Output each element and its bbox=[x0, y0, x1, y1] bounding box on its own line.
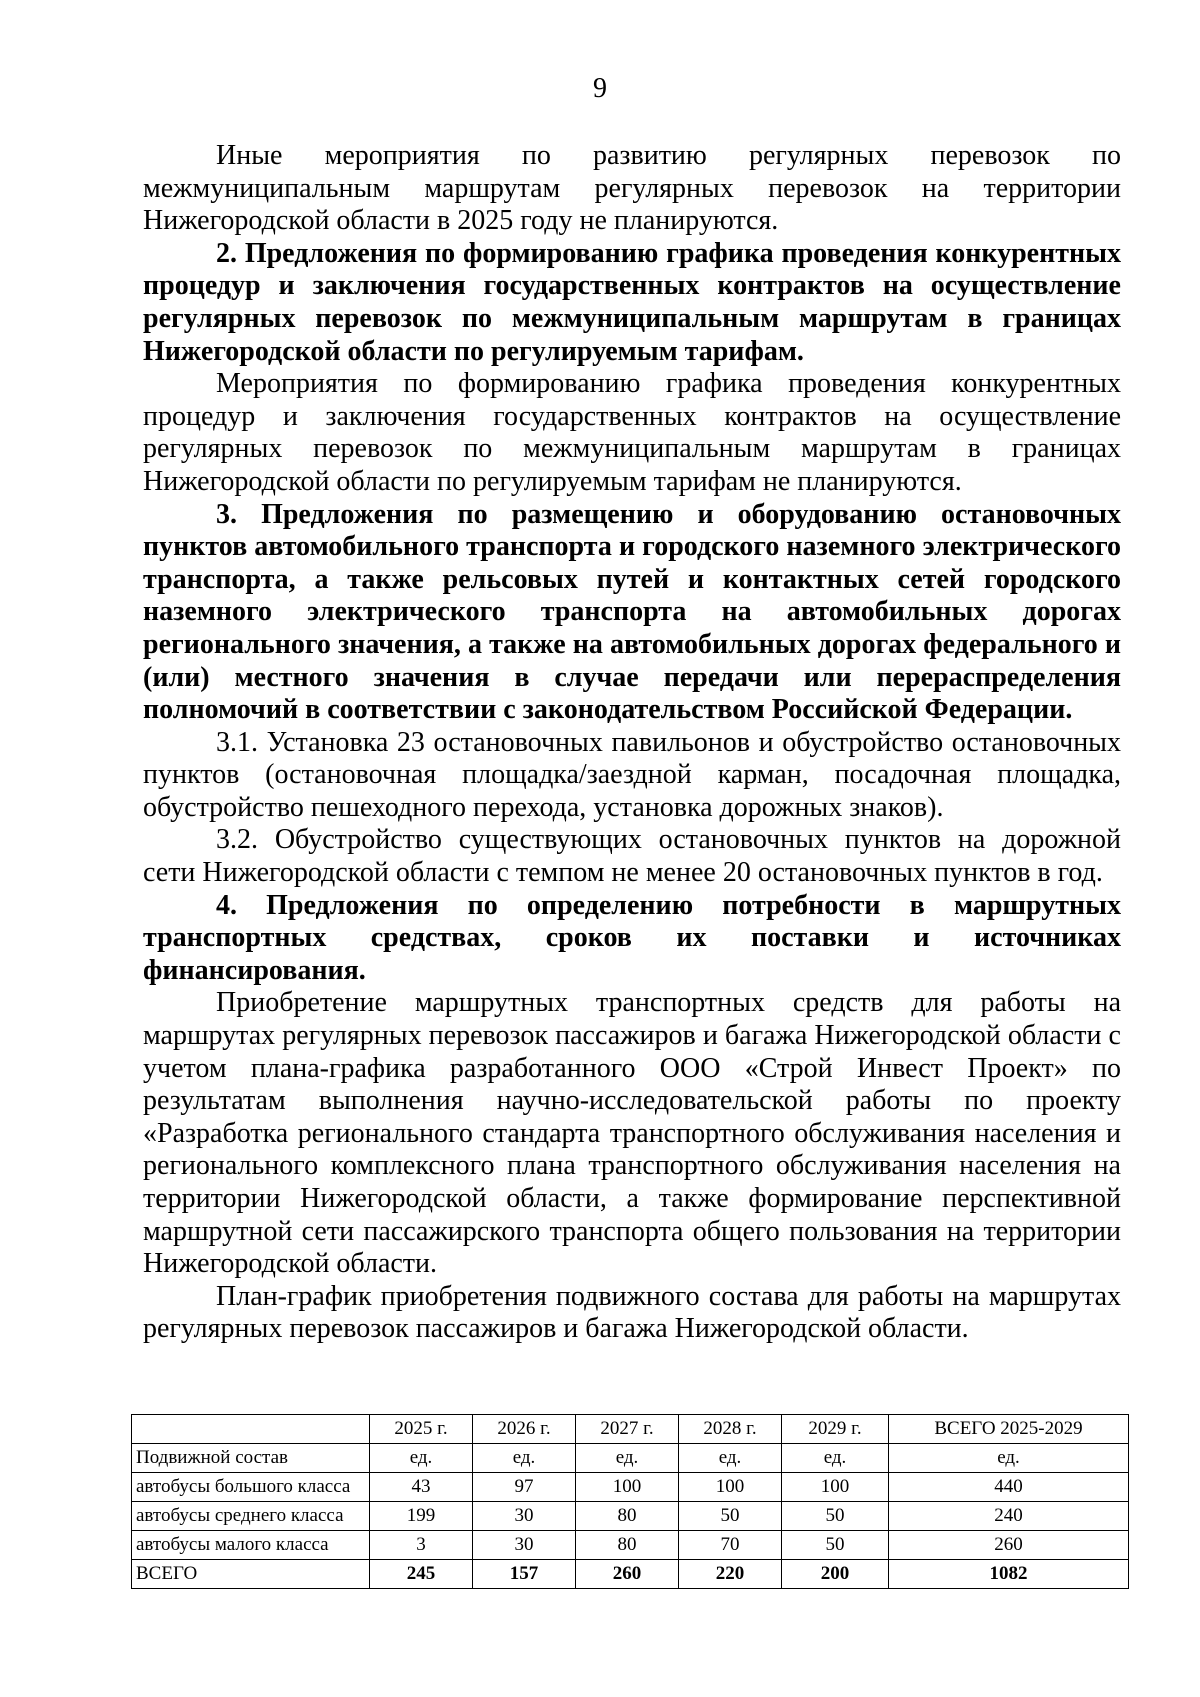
table-corner-cell bbox=[132, 1415, 370, 1444]
body-text bbox=[143, 140, 1121, 1346]
total-cell: 260 bbox=[576, 1560, 679, 1589]
column-header: 2027 г. bbox=[576, 1415, 679, 1444]
total-cell: 200 bbox=[782, 1560, 889, 1589]
column-header: 2028 г. bbox=[679, 1415, 782, 1444]
row-label: автобусы большого класса bbox=[132, 1473, 370, 1502]
unit-cell: ед. bbox=[679, 1444, 782, 1473]
table-cell: 50 bbox=[782, 1502, 889, 1531]
table-cell: 260 bbox=[889, 1531, 1129, 1560]
paragraph-3-1: 3.1. Установка 23 остановочных павильонов и обустройство остановочных пунктов (остановочная площадка/заездной карман, посадочная площадка, обустройство пешеходного перехода, установка дорожных знаков). bbox=[143, 726, 1121, 823]
table-cell: 3 bbox=[370, 1531, 473, 1560]
table-cell: 97 bbox=[473, 1473, 576, 1502]
page-number: 9 bbox=[593, 73, 607, 104]
row-label: автобусы малого класса bbox=[132, 1531, 370, 1560]
column-header: ВСЕГО 2025-2029 bbox=[889, 1415, 1129, 1444]
table-header-row bbox=[132, 1415, 1129, 1444]
total-cell: 220 bbox=[679, 1560, 782, 1589]
table-row bbox=[132, 1531, 1129, 1560]
table-cell: 199 bbox=[370, 1502, 473, 1531]
column-header: 2025 г. bbox=[370, 1415, 473, 1444]
unit-cell: ед. bbox=[576, 1444, 679, 1473]
table-cell: 30 bbox=[473, 1502, 576, 1531]
table-cell: 240 bbox=[889, 1502, 1129, 1531]
table-cell: 43 bbox=[370, 1473, 473, 1502]
table-total-row bbox=[132, 1560, 1129, 1589]
table-caption: План-график приобретения подвижного состава для работы на маршрутах регулярных перевозок пассажиров и багажа Нижегородской области. bbox=[143, 1280, 1121, 1345]
row-label: автобусы среднего класса bbox=[132, 1502, 370, 1531]
table-cell: 50 bbox=[679, 1502, 782, 1531]
table-cell: 80 bbox=[576, 1531, 679, 1560]
table-row bbox=[132, 1473, 1129, 1502]
unit-cell: ед. bbox=[889, 1444, 1129, 1473]
paragraph-3-2: 3.2. Обустройство существующих остановочных пунктов на дорожной сети Нижегородской области с темпом не менее 20 остановочных пунктов в год. bbox=[143, 824, 1121, 889]
table-cell: 440 bbox=[889, 1473, 1129, 1502]
section-heading-3: 3. Предложения по размещению и оборудованию остановочных пунктов автомобильного транспорта и городского наземного электрического транспорта, а также рельсовых путей и контактных сетей городского наземного электрического транспорта на автомобильных дорогах регионального значения, а также на автомобильных дорогах федерального и (или) местного значения в случае передачи или перераспределения полномочий в соответствии с законодательством Российской Федерации. bbox=[143, 498, 1121, 726]
table-cell: 30 bbox=[473, 1531, 576, 1560]
table-cell: 80 bbox=[576, 1502, 679, 1531]
table-row bbox=[132, 1502, 1129, 1531]
table-cell: 100 bbox=[679, 1473, 782, 1502]
table-cell: 70 bbox=[679, 1531, 782, 1560]
column-header: 2029 г. bbox=[782, 1415, 889, 1444]
paragraph-section-4: Приобретение маршрутных транспортных средств для работы на маршрутах регулярных перевозок пассажиров и багажа Нижегородской области с учетом плана-графика разработанного ООО «Строй Инвест Проект» по результатам выполнения научно-исследовательской работы по проекту «Разработка регионального стандарта транспортного обслуживания населения и регионального комплексного плана транспортного обслуживания населения на территории Нижегородской области, а также формирование перспективной маршрутной сети пассажирского транспорта общего пользования на территории Нижегородской области. bbox=[143, 987, 1121, 1280]
table-cell: 50 bbox=[782, 1531, 889, 1560]
paragraph-section-2: Мероприятия по формированию графика проведения конкурентных процедур и заключения государственных контрактов на осуществление регулярных перевозок по межмуниципальным маршрутам в границах Нижегородской области по регулируемым тарифам не планируются. bbox=[143, 368, 1121, 497]
paragraph-intro: Иные мероприятия по развитию регулярных перевозок по межмуниципальным маршрутам регулярных перевозок на территории Нижегородской области в 2025 году не планируются. bbox=[143, 140, 1121, 237]
table-cell: 100 bbox=[782, 1473, 889, 1502]
total-cell: 1082 bbox=[889, 1560, 1129, 1589]
total-cell: 245 bbox=[370, 1560, 473, 1589]
unit-cell: ед. bbox=[473, 1444, 576, 1473]
unit-cell: ед. bbox=[782, 1444, 889, 1473]
section-heading-4: 4. Предложения по определению потребности в маршрутных транспортных средствах, сроков их поставки и источниках финансирования. bbox=[143, 889, 1121, 986]
total-cell: 157 bbox=[473, 1560, 576, 1589]
section-heading-2: 2. Предложения по формированию графика проведения конкурентных процедур и заключения государственных контрактов на осуществление регулярных перевозок по межмуниципальным маршрутам в границах Нижегородской области по регулируемым тарифам. bbox=[143, 237, 1121, 367]
rolling-stock-table bbox=[131, 1414, 1129, 1589]
unit-cell: ед. bbox=[370, 1444, 473, 1473]
row-label: ВСЕГО bbox=[132, 1560, 370, 1589]
table-unit-row bbox=[132, 1444, 1129, 1473]
table-cell: 100 bbox=[576, 1473, 679, 1502]
row-label: Подвижной состав bbox=[132, 1444, 370, 1473]
column-header: 2026 г. bbox=[473, 1415, 576, 1444]
